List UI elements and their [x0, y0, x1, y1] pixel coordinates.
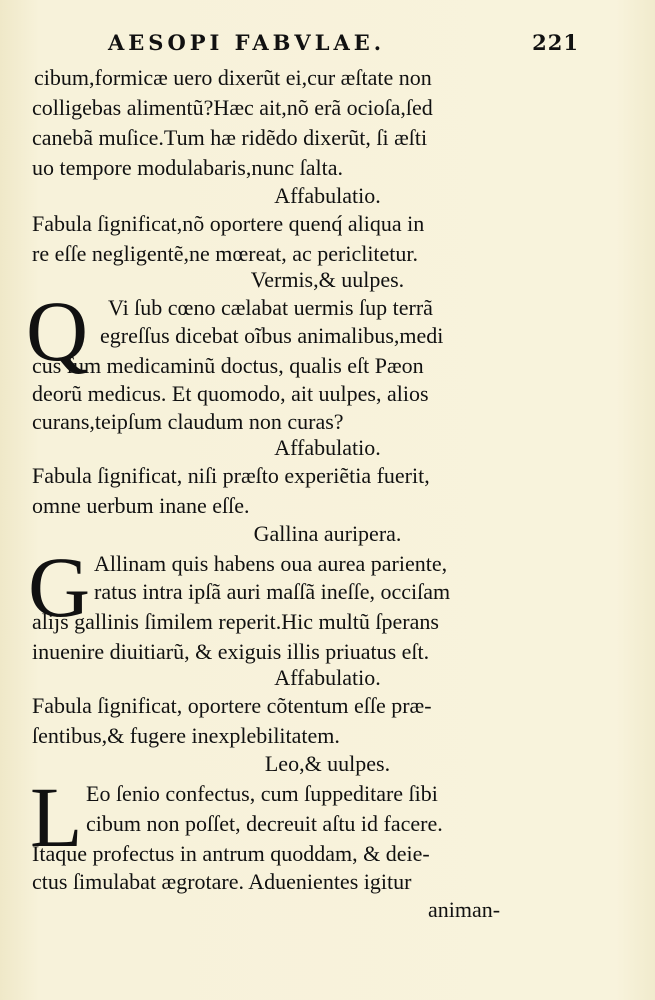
- text-line: omne uerbum inane eſſe.: [32, 493, 250, 518]
- text-line: Itaque profectus in antrum quoddam, & deie-: [32, 841, 430, 866]
- text-line: cibum,formicæ uero dixerũt ei,cur æſtate non: [34, 65, 432, 90]
- running-title: AESOPI FABVLAE.: [108, 30, 386, 55]
- section-heading: Affabulatio.: [274, 183, 381, 208]
- drop-cap-initial: G: [28, 539, 91, 635]
- fable-title: Gallina auripera.: [253, 521, 402, 546]
- drop-cap-initial: Q: [26, 283, 89, 379]
- text-line: re eſſe negligentẽ,ne mœreat, ac periclitetur.: [32, 241, 419, 266]
- text-line: egreſſus dicebat oĩbus animalibus,medi: [100, 323, 444, 348]
- running-header: [108, 30, 579, 60]
- text-line: ratus intra ipſã auri maſſã ineſſe, occiſam: [94, 579, 451, 604]
- text-line: cibum non poſſet, decreuit aſtu id facere.: [86, 811, 443, 836]
- text-line: ctus ſimulabat ægrotare. Aduenientes igitur: [32, 869, 412, 894]
- text-line: Vi ſub cœno cælabat uermis ſup terrã: [108, 295, 433, 320]
- text-line: uo tempore modulabaris,nunc ſalta.: [32, 155, 343, 180]
- text-line: Fabula ſignificat, niſi præſto experiẽtia fuerit,: [32, 463, 430, 488]
- text-line: aliјs gallinis ſimilem reperit.Hic multũ ſperans: [32, 609, 439, 634]
- drop-cap-initial: L: [30, 769, 83, 865]
- text-line: Eo ſenio confectus, cum ſuppeditare ſibi: [86, 781, 438, 806]
- text-line: cus ſum medicaminũ doctus, qualis eſt Pæon: [32, 353, 424, 378]
- text-line: Allinam quis habens oua aurea pariente,: [94, 551, 448, 576]
- page-number: 221: [532, 30, 579, 55]
- text-line: deorũ medicus. Et quomodo, ait uulpes, alios: [32, 381, 429, 406]
- section-heading: Affabulatio.: [274, 435, 381, 460]
- fable-title: Vermis,& uulpes.: [250, 267, 405, 292]
- text-line: Fabula ſignificat, oportere cõtentum eſſe præ-: [32, 693, 432, 718]
- catchword: animan-: [428, 897, 501, 922]
- text-line: curans,teipſum claudum non curas?: [32, 409, 344, 434]
- text-line: ſentibus,& fugere inexplebilitatem.: [32, 723, 340, 748]
- text-line: inuenire diuitiarũ, & exiguis illis priuatus eſt.: [32, 639, 430, 664]
- section-heading: Affabulatio.: [274, 665, 381, 690]
- fable-title: Leo,& uulpes.: [264, 751, 391, 776]
- text-line: colligebas alimentũ?Hæc ait,nõ erã ocioſa,ſed: [32, 95, 433, 120]
- text-line: canebã muſice.Tum hæ ridẽdo dixerũt, ſi æſti: [32, 125, 428, 150]
- text-line: Fabula ſignificat,nõ oportere quenq́ aliqua in: [32, 211, 425, 236]
